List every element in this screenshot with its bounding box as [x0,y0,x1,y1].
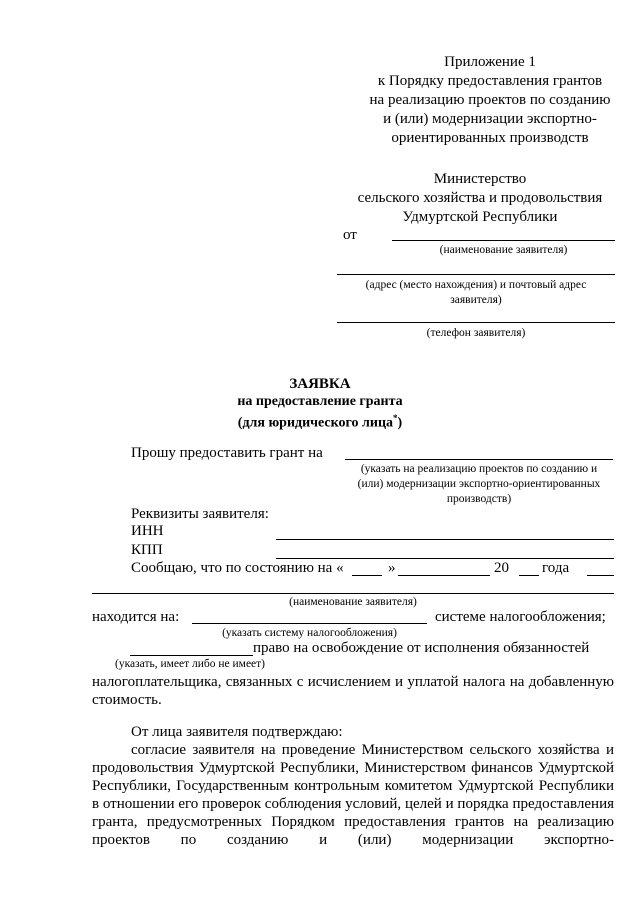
report-day-field [352,575,382,576]
address-field [337,274,615,275]
report-year-word: года [542,560,570,576]
report-year-prefix: 20 [494,560,509,576]
appendix-block [345,53,635,148]
applicant-name-field [392,240,615,241]
footnote-mark: * [393,413,398,423]
inn-label: ИНН [131,523,164,539]
addressee-line: Удмуртской Республики [402,209,558,225]
report-month-field [398,575,490,576]
tax-system-hint: (указать систему налогообложения) [222,627,397,639]
document-title: ЗАЯВКА [289,376,351,392]
appendix-line: и (или) модернизации экспортно- [383,111,597,127]
report-year-field [519,575,539,576]
address-hint-line: заявителя) [450,294,502,306]
addressee-line: Министерство [433,171,527,187]
applicant-name-field-2 [92,593,614,594]
appendix-line: к Порядку предоставления грантов [377,73,603,89]
addressee-block [330,170,630,227]
appendix-line: на реализацию проектов по созданию [369,92,611,108]
exemption-text: право на освобождение от исполнения обязанностей [253,640,590,656]
confirm-heading: От лица заявителя подтверждаю: [131,724,343,740]
consent-paragraph: согласие заявителя на проведение Министерством сельского хозяйства и продовольствия Удмуртской Республики, Министерством финансов Удмуртской Республики, Государственным контрольным комитетом Удмуртской Республики в отношении его проверок соблюдения условий, целей и порядка предоставления гранта, предусмотренных Порядком предоставления грантов на реализацию проектов по созданию и (или) модернизации экспортно- [92,742,614,848]
phone-hint: (телефон заявителя) [426,327,526,339]
tax-system-field [192,623,427,624]
inn-field [276,539,614,540]
report-quote-close: » [388,560,396,576]
appendix-line: ориентированных производств [391,130,589,146]
tax-system-label: системе налогообложения; [435,609,606,625]
request-text: Прошу предоставить грант на [131,445,323,461]
name-hint: (наименование заявителя) [289,596,417,608]
exemption-field [130,655,253,656]
tax-obligation-paragraph: налогоплательщика, связанных с исчислением и уплатой налога на добавленную стоимость. [92,674,614,708]
request-hint [345,462,613,507]
address-hint-line: (адрес (место нахождения) и почтовый адрес [365,279,587,291]
request-hint-line: производств) [446,493,512,505]
located-on-label: находится на: [92,609,180,625]
appendix-title: Приложение 1 [444,54,536,70]
phone-field [337,322,615,323]
from-label: от [343,227,357,243]
report-prefix: Сообщаю, что по состоянию на « [131,560,344,576]
requisites-heading: Реквизиты заявителя: [131,506,269,522]
kpp-label: КПП [131,542,163,558]
request-hint-line: (указать на реализацию проектов по созданию и [360,463,598,475]
report-trailing-field [587,575,614,576]
addressee-line: сельского хозяйства и продовольствия [357,190,603,206]
applicant-name-hint: (наименование заявителя) [439,244,568,256]
exemption-hint: (указать, имеет либо не имеет) [115,658,266,670]
request-field [345,459,613,460]
request-hint-line: (или) модернизации экспортно-ориентированных [357,478,601,490]
document-subtitle: на предоставление гранта [237,394,403,409]
address-hint [337,278,615,308]
document-subtitle-2: (для юридического лица*) [237,413,403,431]
